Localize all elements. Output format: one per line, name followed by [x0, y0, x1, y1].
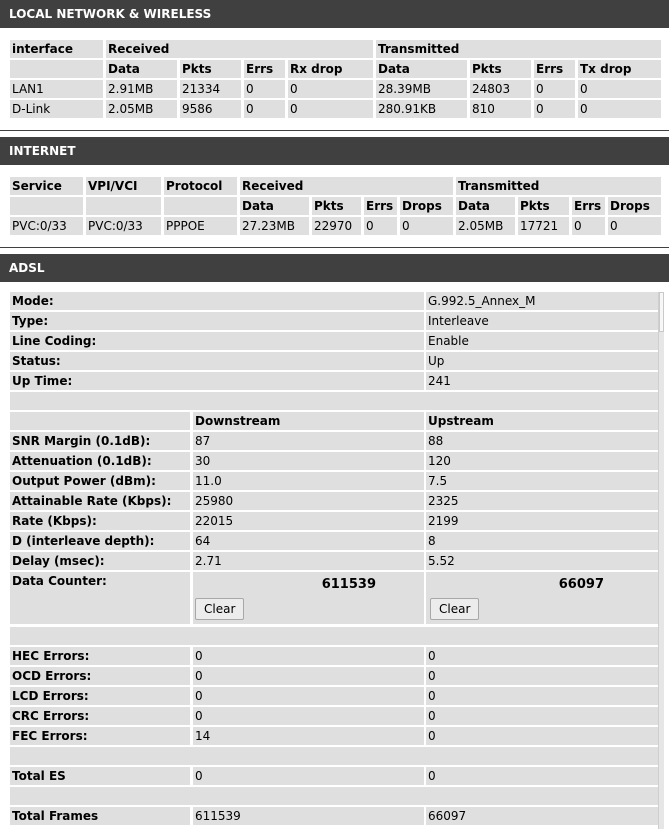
internet-header-transmitted: Transmitted	[456, 177, 661, 195]
adsl-stat-downstream: 30	[193, 452, 424, 470]
adsl-stat-label: Delay (msec):	[10, 552, 190, 570]
lan-subheader-rx-drop: Rx drop	[288, 60, 373, 78]
internet-row-rx-errs: 0	[364, 217, 397, 235]
adsl-total-es-downstream: 0	[193, 767, 424, 785]
adsl-info-value: 241	[426, 372, 658, 390]
adsl-stat-downstream: 22015	[193, 512, 424, 530]
lan-row-interface: D-Link	[10, 100, 103, 118]
internet-subheader-tx-drops: Drops	[608, 197, 661, 215]
adsl-stat-downstream: 2.71	[193, 552, 424, 570]
internet-row-tx-pkts: 17721	[518, 217, 569, 235]
lan-header-received: Received	[106, 40, 373, 58]
lan-row-rx-errs: 0	[244, 100, 285, 118]
adsl-stat-downstream: 11.0	[193, 472, 424, 490]
internet-section-header: INTERNET	[0, 137, 669, 165]
lan-subheader-rx-pkts: Pkts	[180, 60, 241, 78]
lan-subheader-tx-errs: Errs	[534, 60, 575, 78]
adsl-error-downstream: 0	[193, 687, 424, 705]
lan-row-tx-pkts: 810	[470, 100, 531, 118]
adsl-total-es-label: Total ES	[10, 767, 190, 785]
internet-row-tx-errs: 0	[572, 217, 605, 235]
lan-subheader-rx-errs: Errs	[244, 60, 285, 78]
internet-subheader-empty	[86, 197, 161, 215]
lan-subheader-rx-data: Data	[106, 60, 177, 78]
adsl-error-downstream: 0	[193, 667, 424, 685]
adsl-scrollbar[interactable]	[658, 292, 664, 829]
lan-row-tx-drop: 0	[578, 80, 661, 98]
internet-subheader-rx-pkts: Pkts	[312, 197, 361, 215]
internet-table	[8, 175, 663, 236]
adsl-stat-upstream: 120	[426, 452, 658, 470]
internet-header-vpi-vci: VPI/VCI	[86, 177, 161, 195]
lan-row-rx-pkts: 9586	[180, 100, 241, 118]
adsl-spacer-row	[10, 747, 658, 765]
adsl-column-header-downstream: Downstream	[193, 412, 424, 430]
lan-row-tx-errs: 0	[534, 80, 575, 98]
lan-header-transmitted: Transmitted	[376, 40, 661, 58]
adsl-spacer-row	[10, 787, 658, 805]
clear-upstream-button[interactable]: Clear	[430, 598, 479, 620]
clear-downstream-button[interactable]: Clear	[195, 598, 244, 620]
adsl-stat-upstream: 88	[426, 432, 658, 450]
adsl-stat-label: SNR Margin (0.1dB):	[10, 432, 190, 450]
internet-row-service: PVC:0/33	[10, 217, 83, 235]
adsl-total-es-upstream: 0	[426, 767, 658, 785]
internet-subheader-empty	[164, 197, 237, 215]
internet-subheader-rx-drops: Drops	[400, 197, 453, 215]
section-divider	[0, 247, 669, 248]
lan-row-tx-pkts: 24803	[470, 80, 531, 98]
adsl-stat-upstream: 2199	[426, 512, 658, 530]
adsl-info-value: G.992.5_Annex_M	[426, 292, 658, 310]
adsl-info-label: Type:	[10, 312, 424, 330]
lan-row-rx-data: 2.91MB	[106, 80, 177, 98]
adsl-stat-label: Attainable Rate (Kbps):	[10, 492, 190, 510]
adsl-error-upstream: 0	[426, 667, 658, 685]
internet-row-rx-data: 27.23MB	[240, 217, 309, 235]
lan-subheader-tx-data: Data	[376, 60, 467, 78]
lan-row-rx-drop: 0	[288, 100, 373, 118]
adsl-error-downstream: 14	[193, 727, 424, 745]
adsl-stat-upstream: 2325	[426, 492, 658, 510]
lan-row-tx-data: 280.91KB	[376, 100, 467, 118]
adsl-error-label: HEC Errors:	[10, 647, 190, 665]
lan-row-rx-data: 2.05MB	[106, 100, 177, 118]
adsl-stat-upstream: 5.52	[426, 552, 658, 570]
adsl-data-counter-label: Data Counter:	[10, 572, 190, 624]
adsl-column-header-upstream: Upstream	[426, 412, 658, 430]
lan-row-interface: LAN1	[10, 80, 103, 98]
adsl-info-value: Interleave	[426, 312, 658, 330]
internet-row-tx-data: 2.05MB	[456, 217, 515, 235]
lan-header-interface: interface	[10, 40, 103, 58]
lan-subheader-empty	[10, 60, 103, 78]
adsl-data-counter-upstream-cell	[426, 572, 658, 624]
adsl-error-upstream: 0	[426, 727, 658, 745]
adsl-stat-downstream: 64	[193, 532, 424, 550]
lan-row-rx-drop: 0	[288, 80, 373, 98]
internet-subheader-tx-errs: Errs	[572, 197, 605, 215]
adsl-info-value: Enable	[426, 332, 658, 350]
internet-row-tx-drops: 0	[608, 217, 661, 235]
adsl-error-upstream: 0	[426, 687, 658, 705]
internet-subheader-rx-data: Data	[240, 197, 309, 215]
adsl-stat-upstream: 8	[426, 532, 658, 550]
internet-header-service: Service	[10, 177, 83, 195]
adsl-section-header: ADSL	[0, 254, 669, 282]
internet-row-vpi-vci: PVC:0/33	[86, 217, 161, 235]
lan-row-rx-pkts: 21334	[180, 80, 241, 98]
lan-table	[8, 38, 663, 119]
adsl-spacer-row	[10, 627, 658, 645]
lan-row-tx-data: 28.39MB	[376, 80, 467, 98]
adsl-info-label: Up Time:	[10, 372, 424, 390]
internet-subheader-rx-errs: Errs	[364, 197, 397, 215]
adsl-error-label: LCD Errors:	[10, 687, 190, 705]
internet-subheader-tx-pkts: Pkts	[518, 197, 569, 215]
adsl-error-label: OCD Errors:	[10, 667, 190, 685]
adsl-stat-downstream: 87	[193, 432, 424, 450]
adsl-error-label: FEC Errors:	[10, 727, 190, 745]
section-divider	[0, 130, 669, 131]
adsl-info-label: Line Coding:	[10, 332, 424, 350]
lan-subheader-tx-pkts: Pkts	[470, 60, 531, 78]
internet-row-rx-pkts: 22970	[312, 217, 361, 235]
lan-section-header: LOCAL NETWORK & WIRELESS	[0, 0, 669, 28]
adsl-error-label: CRC Errors:	[10, 707, 190, 725]
adsl-data-counter-upstream-value: 66097	[558, 577, 604, 592]
adsl-spacer-row	[10, 392, 658, 410]
adsl-stat-downstream: 25980	[193, 492, 424, 510]
internet-header-protocol: Protocol	[164, 177, 237, 195]
internet-header-received: Received	[240, 177, 453, 195]
adsl-stat-label: Attenuation (0.1dB):	[10, 452, 190, 470]
adsl-column-header-empty	[10, 412, 190, 430]
adsl-table	[8, 290, 663, 831]
internet-row-protocol: PPPOE	[164, 217, 237, 235]
adsl-error-downstream: 0	[193, 707, 424, 725]
lan-row-rx-errs: 0	[244, 80, 285, 98]
adsl-data-counter-downstream-value: 611539	[321, 577, 376, 592]
adsl-scrollbar-thumb[interactable]	[659, 292, 664, 332]
adsl-error-downstream: 0	[193, 647, 424, 665]
internet-subheader-tx-data: Data	[456, 197, 515, 215]
internet-row-rx-drops: 0	[400, 217, 453, 235]
adsl-info-label: Mode:	[10, 292, 424, 310]
lan-row-tx-errs: 0	[534, 100, 575, 118]
adsl-stat-label: D (interleave depth):	[10, 532, 190, 550]
adsl-error-upstream: 0	[426, 647, 658, 665]
adsl-total-frames-downstream: 611539	[193, 807, 424, 825]
adsl-info-label: Status:	[10, 352, 424, 370]
adsl-stat-label: Output Power (dBm):	[10, 472, 190, 490]
adsl-stat-label: Rate (Kbps):	[10, 512, 190, 530]
adsl-total-frames-upstream: 66097	[426, 807, 658, 825]
adsl-data-counter-downstream-cell	[193, 572, 424, 624]
adsl-info-value: Up	[426, 352, 658, 370]
internet-subheader-empty	[10, 197, 83, 215]
adsl-stat-upstream: 7.5	[426, 472, 658, 490]
adsl-total-frames-label: Total Frames	[10, 807, 190, 825]
adsl-error-upstream: 0	[426, 707, 658, 725]
lan-subheader-tx-drop: Tx drop	[578, 60, 661, 78]
lan-row-tx-drop: 0	[578, 100, 661, 118]
